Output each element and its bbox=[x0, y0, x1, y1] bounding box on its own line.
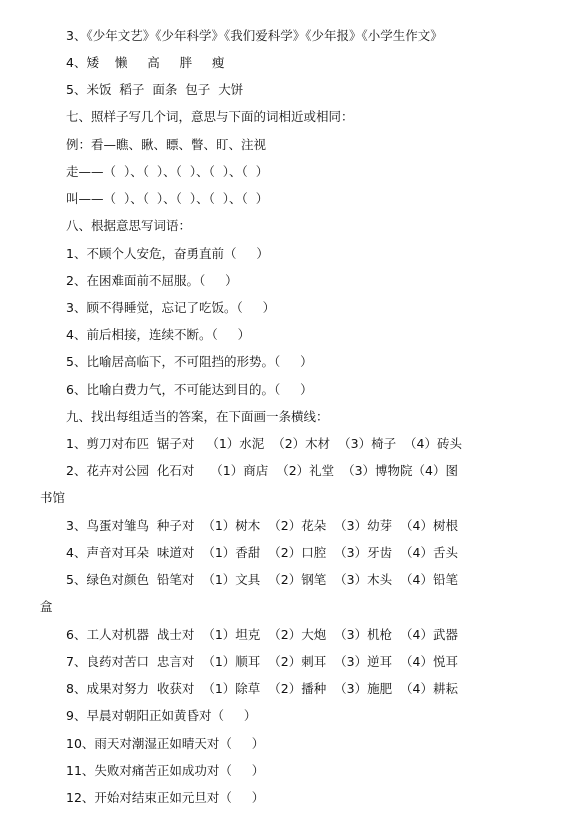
section-9-item-2-continuation: 书馆 bbox=[40, 490, 66, 505]
section-8-item-4: 4、前后相接，连续不断。（ ） bbox=[66, 327, 251, 342]
section-9-item-9: 9、早晨对朝阳正如黄昏对（ ） bbox=[66, 708, 257, 723]
section-8-title: 八、根据意思写词语： bbox=[66, 218, 192, 233]
list-item-publications: 3、《少年文艺》《少年科学》《我们爱科学》《少年报》《小学生作文》 bbox=[66, 28, 443, 43]
section-7-example: 例：看—瞧、瞅、瞟、瞥、盯、注视 bbox=[66, 137, 267, 152]
section-9-item-12: 12、开始对结束正如元旦对（ ） bbox=[66, 790, 265, 805]
section-9-item-3: 3、鸟蛋对雏鸟 种子对 （1）树木 （2）花朵 （3）幼芽 （4）树根 bbox=[66, 518, 458, 533]
section-9-item-5-continuation: 盒 bbox=[40, 599, 53, 614]
section-9-item-1: 1、剪刀对布匹 锯子对 （1）水泥 （2）木材 （3）椅子 （4）砖头 bbox=[66, 436, 462, 451]
section-9-item-6: 6、工人对机器 战士对 （1）坦克 （2）大炮 （3）机枪 （4）武器 bbox=[66, 627, 458, 642]
section-9-item-11: 11、失败对痛苦正如成功对（ ） bbox=[66, 763, 265, 778]
section-9-item-5: 5、绿色对颜色 铅笔对 （1）文具 （2）钢笔 （3）木头 （4）铅笔 bbox=[66, 572, 458, 587]
section-8-item-3: 3、顾不得睡觉，忘记了吃饭。（ ） bbox=[66, 300, 276, 315]
section-7-title: 七、照样子写几个词，意思与下面的词相近或相同： bbox=[66, 109, 354, 124]
list-item-foods: 5、米饭 稻子 面条 包子 大饼 bbox=[66, 82, 244, 97]
list-item-adjectives: 4、矮 懒 高 胖 瘦 bbox=[66, 55, 225, 70]
section-9-item-10: 10、雨天对潮湿正如晴天对（ ） bbox=[66, 736, 265, 751]
section-9-title: 九、找出每组适当的答案，在下面画一条横线： bbox=[66, 409, 329, 424]
section-9-item-8: 8、成果对努力 收获对 （1）除草 （2）播种 （3）施肥 （4）耕耘 bbox=[66, 681, 458, 696]
section-9-item-2: 2、花卉对公园 化石对 （1）商店 （2）礼堂 （3）博物院（4）图 bbox=[66, 463, 458, 478]
section-8-item-6: 6、比喻白费力气，不可能达到目的。（ ） bbox=[66, 382, 313, 397]
section-7-walk-row: 走——（ ）、（ ）、（ ）、（ ）、（ ） bbox=[66, 164, 269, 179]
section-7-call-row: 叫——（ ）、（ ）、（ ）、（ ）、（ ） bbox=[66, 191, 269, 206]
section-9-item-4: 4、声音对耳朵 味道对 （1）香甜 （2）口腔 （3）牙齿 （4）舌头 bbox=[66, 545, 458, 560]
section-8-item-1: 1、不顾个人安危，奋勇直前（ ） bbox=[66, 246, 269, 261]
section-8-item-5: 5、比喻居高临下，不可阻挡的形势。（ ） bbox=[66, 354, 313, 369]
section-8-item-2: 2、在困难面前不屈服。（ ） bbox=[66, 273, 238, 288]
section-9-item-7: 7、良药对苦口 忠言对 （1）顺耳 （2）刺耳 （3）逆耳 （4）悦耳 bbox=[66, 654, 458, 669]
